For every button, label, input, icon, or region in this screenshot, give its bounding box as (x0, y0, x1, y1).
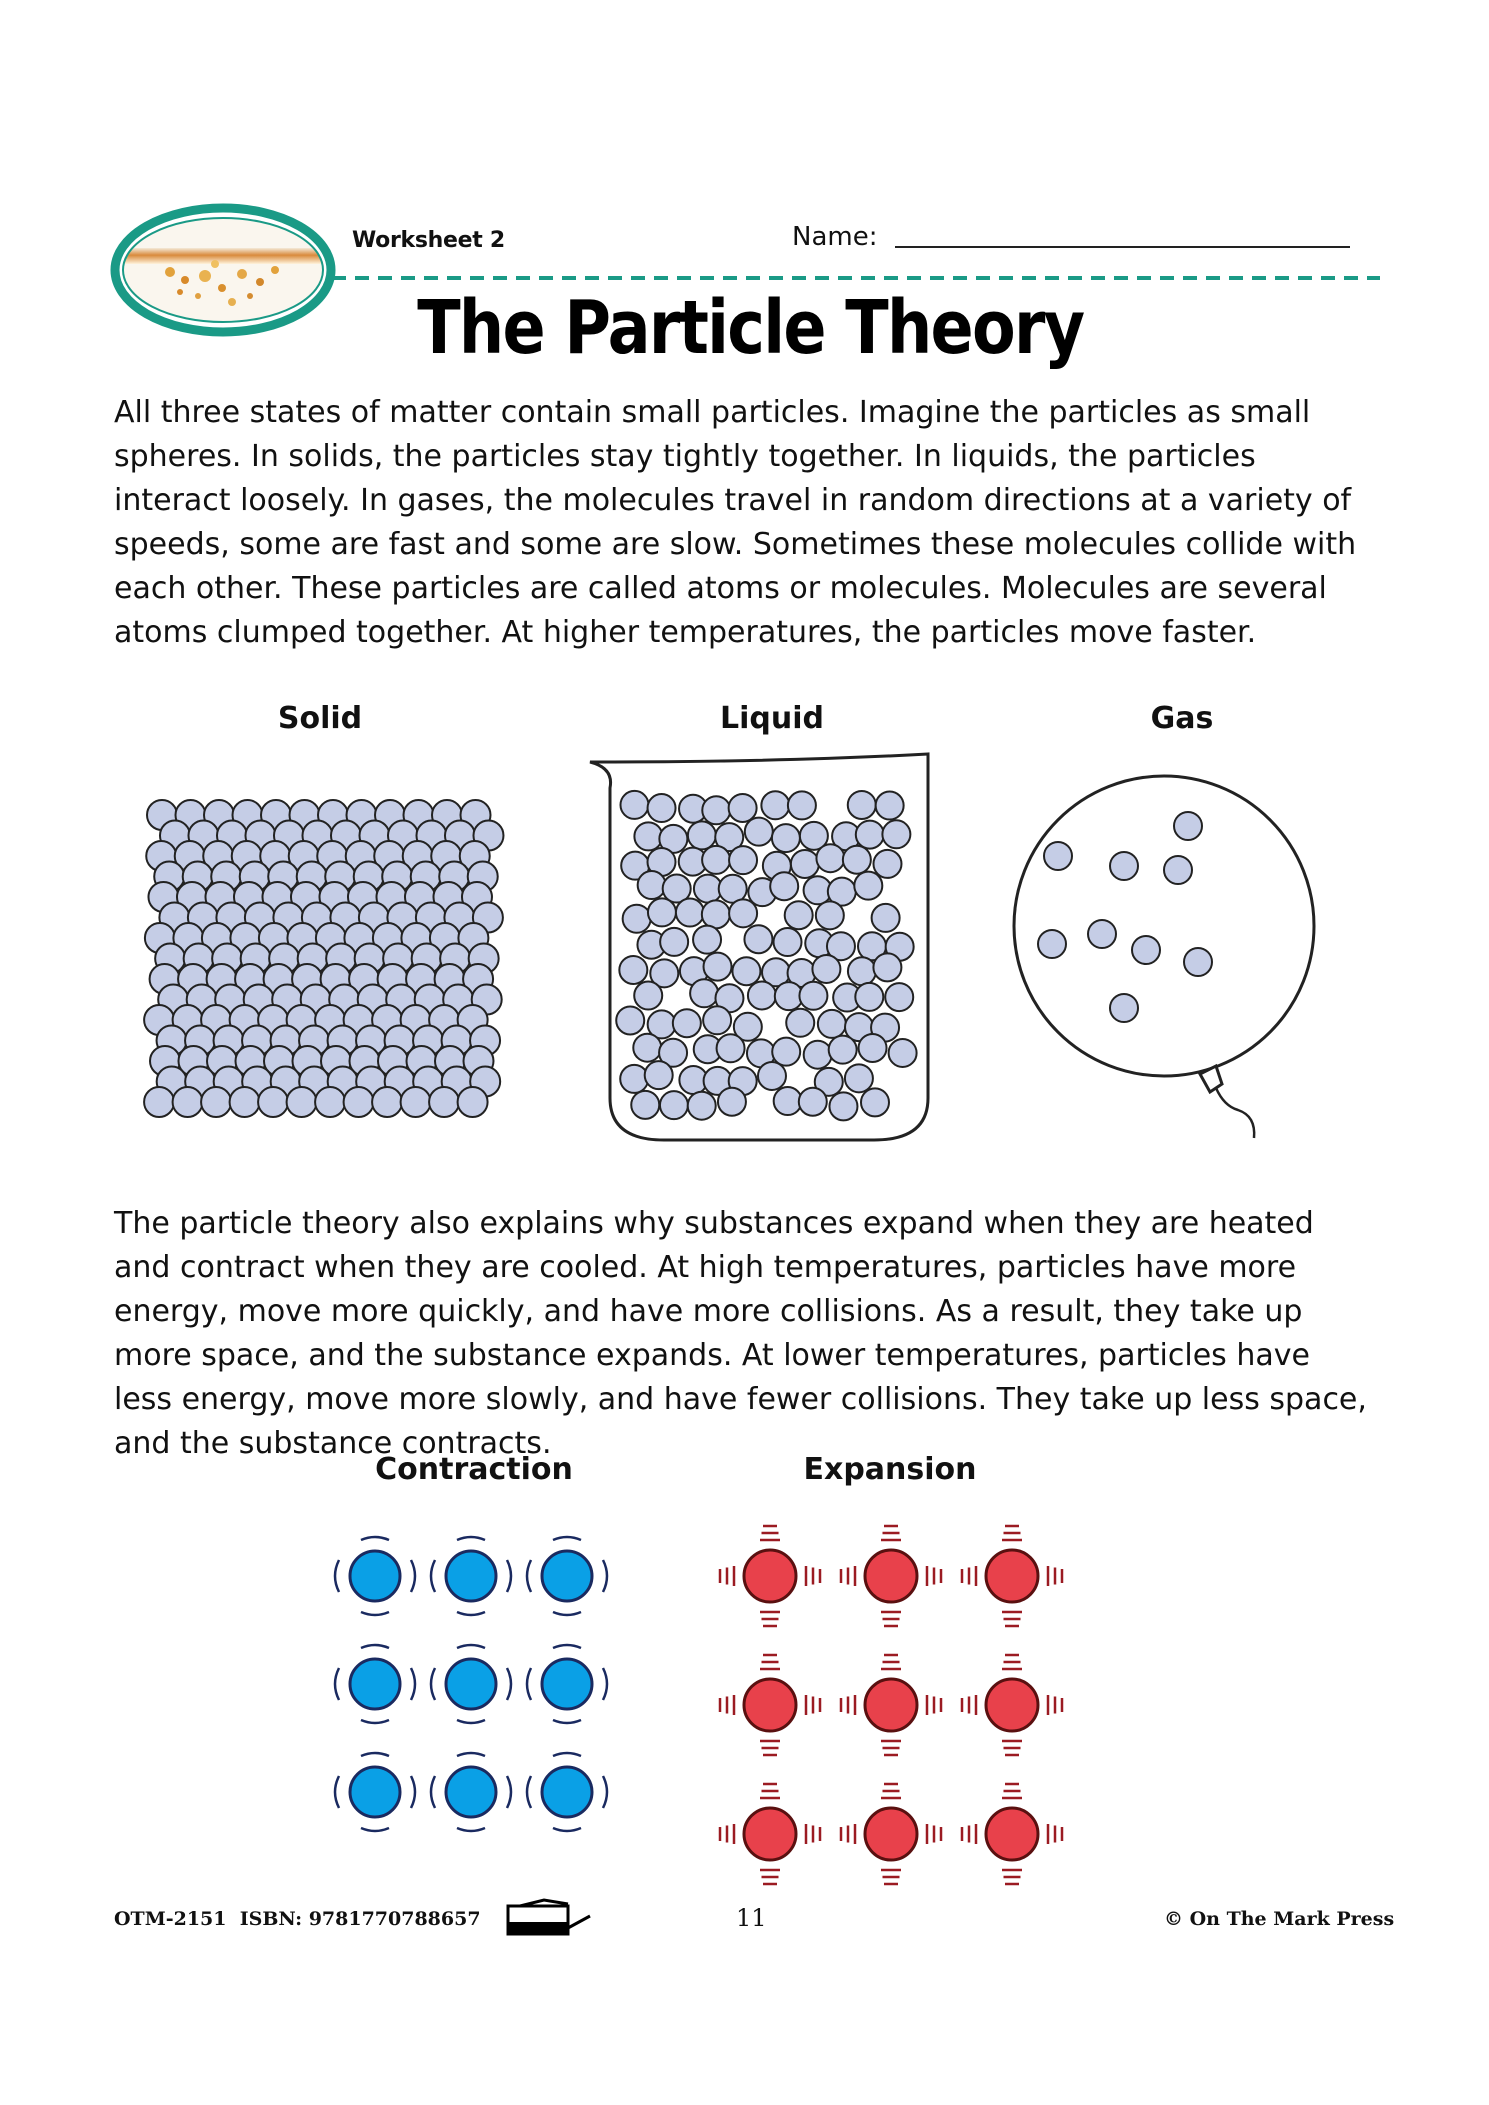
liquid-particle (774, 1087, 802, 1115)
hot-particle (865, 1550, 917, 1602)
liquid-particle (848, 957, 876, 985)
gas-balloon-illustration (1010, 766, 1330, 1142)
liquid-particle (748, 981, 776, 1009)
liquid-particle (673, 1009, 701, 1037)
balloon-outline (1014, 776, 1314, 1076)
liquid-particle (648, 794, 676, 822)
cold-particle (542, 1551, 592, 1601)
liquid-particle (818, 1010, 846, 1038)
page-title: The Particle Theory (417, 285, 1084, 371)
liquid-particle (791, 850, 819, 878)
cold-particle (446, 1551, 496, 1601)
solid-particle (201, 1087, 231, 1117)
liquid-particle (718, 1088, 746, 1116)
name-label: Name: (792, 222, 878, 252)
hot-particle (986, 1679, 1038, 1731)
footer-page-number: 11 (736, 1904, 767, 1932)
name-write-line[interactable] (895, 246, 1350, 248)
liquid-particle (645, 1061, 673, 1089)
liquid-particle (620, 1065, 648, 1093)
liquid-particle (633, 1034, 661, 1062)
hot-particle (986, 1808, 1038, 1860)
expansion-particles-illustration (702, 1508, 1082, 1888)
hot-particle (744, 1679, 796, 1731)
solid-label: Solid (277, 701, 363, 736)
cold-particle (542, 1767, 592, 1817)
solid-particle (344, 1087, 374, 1117)
expansion-label: Expansion (803, 1452, 977, 1487)
liquid-particle (631, 1091, 659, 1119)
liquid-particle (816, 901, 844, 929)
gas-particle (1088, 920, 1116, 948)
gas-particle (1184, 948, 1212, 976)
solid-particle (173, 1087, 203, 1117)
liquid-label: Liquid (720, 701, 824, 736)
liquid-particle (861, 1088, 889, 1116)
gas-particle (1174, 812, 1202, 840)
solid-particle (372, 1087, 402, 1117)
liquid-particle (688, 821, 716, 849)
cold-particle (350, 1659, 400, 1709)
gas-particle (1110, 994, 1138, 1022)
liquid-particle (729, 846, 757, 874)
hot-particle (744, 1808, 796, 1860)
liquid-particle (703, 1006, 731, 1034)
liquid-particle (761, 791, 789, 819)
liquid-particle (859, 1034, 887, 1062)
liquid-particle (848, 791, 876, 819)
liquid-particle (772, 1038, 800, 1066)
liquid-particle (804, 1041, 832, 1069)
solid-particle (144, 1087, 174, 1117)
liquid-particle (854, 872, 882, 900)
solid-particle (429, 1087, 459, 1117)
liquid-particle (634, 822, 662, 850)
liquid-particle (785, 901, 813, 929)
liquid-particle (829, 1092, 857, 1120)
liquid-particle (732, 957, 760, 985)
liquid-particle (786, 1009, 814, 1037)
liquid-particle (855, 983, 883, 1011)
gas-label: Gas (1150, 701, 1214, 736)
liquid-particle (843, 846, 871, 874)
liquid-particle (758, 1062, 786, 1090)
liquid-particle (623, 905, 651, 933)
gas-particle (1132, 936, 1160, 964)
liquid-particle (638, 871, 666, 899)
liquid-particle (882, 820, 910, 848)
liquid-particle (648, 898, 676, 926)
liquid-particle (812, 955, 840, 983)
liquid-particle (693, 926, 721, 954)
liquid-particle (856, 821, 884, 849)
liquid-particle (799, 1088, 827, 1116)
liquid-particle (845, 1064, 873, 1092)
cold-particle (542, 1659, 592, 1709)
liquid-particle (690, 979, 718, 1007)
liquid-particle (704, 953, 732, 981)
liquid-particle (702, 846, 730, 874)
balloon-string (1216, 1088, 1254, 1138)
hot-particle (865, 1808, 917, 1860)
solid-particle (458, 1087, 488, 1117)
liquid-particle (688, 1092, 716, 1120)
liquid-particle (889, 1039, 917, 1067)
gas-particle (1038, 930, 1066, 958)
liquid-particle (729, 899, 757, 927)
worksheet-label: Worksheet 2 (352, 228, 505, 253)
liquid-particle (616, 1006, 644, 1034)
cold-particle (350, 1551, 400, 1601)
solid-particle (230, 1087, 260, 1117)
header-dashed-rule (332, 274, 1380, 282)
publisher-logo-icon (506, 1898, 592, 1938)
intro-paragraph: All three states of matter contain small particles. Imagine the particles as small spheres. In solids, the particles stay tightly together. In liquids, the particles interact loosely. In gases, the molecules travel in random directions at a variety of speeds, some are fast and some are slow. Sometimes these molecules collide with each other. These particles are called atoms or molecules. Molecules are several atoms clumped together. At higher temperatures, the particles move faster. (114, 395, 1357, 650)
solid-particle (287, 1087, 317, 1117)
liquid-particle (788, 791, 816, 819)
expansion-paragraph: The particle theory also explains why substances expand when they are heated and contract when they are cooled. At high temperatures, particles have more energy, move more quickly, and have more collisions. As a result, they take up more space, and the substance expands. At lower temperatures, particles have less energy, move more slowly, and have fewer collisions. They take up less space, and the substance contracts. (114, 1206, 1367, 1461)
liquid-particle (799, 982, 827, 1010)
cold-particle (446, 1659, 496, 1709)
cold-particle (350, 1767, 400, 1817)
solid-particle (258, 1087, 288, 1117)
liquid-particle (620, 791, 648, 819)
liquid-particle (772, 824, 800, 852)
liquid-particle (770, 872, 798, 900)
hot-particle (865, 1679, 917, 1731)
liquid-particle (729, 794, 757, 822)
solid-particle (315, 1087, 345, 1117)
liquid-particle (702, 900, 730, 928)
contraction-particles-illustration (330, 1530, 620, 1840)
liquid-particle (745, 818, 773, 846)
solid-particles-illustration (140, 795, 510, 1125)
footer-copyright: © On The Mark Press (1164, 1908, 1395, 1930)
hot-particle (744, 1550, 796, 1602)
liquid-particle (876, 792, 904, 820)
liquid-particle (702, 796, 730, 824)
liquid-particle (873, 953, 901, 981)
solid-particle (401, 1087, 431, 1117)
liquid-particle (872, 904, 900, 932)
liquid-particle (829, 1036, 857, 1064)
footer-product-code: OTM-2151 ISBN: 9781770788657 (114, 1908, 481, 1930)
gas-particle (1110, 852, 1138, 880)
liquid-particle (660, 928, 688, 956)
liquid-particle (676, 899, 704, 927)
liquid-particle (816, 844, 844, 872)
contraction-label: Contraction (375, 1452, 573, 1487)
liquid-particle (885, 983, 913, 1011)
gas-particle (1164, 856, 1192, 884)
liquid-particle (717, 1034, 745, 1062)
liquid-particle (873, 850, 901, 878)
liquid-particle (660, 1091, 688, 1119)
liquid-particle (774, 928, 802, 956)
cold-particle (446, 1767, 496, 1817)
liquid-particle (619, 956, 647, 984)
liquid-beaker-illustration (584, 748, 954, 1148)
liquid-particle (634, 982, 662, 1010)
hot-particle (986, 1550, 1038, 1602)
gas-particle (1044, 842, 1072, 870)
liquid-particle (744, 925, 772, 953)
